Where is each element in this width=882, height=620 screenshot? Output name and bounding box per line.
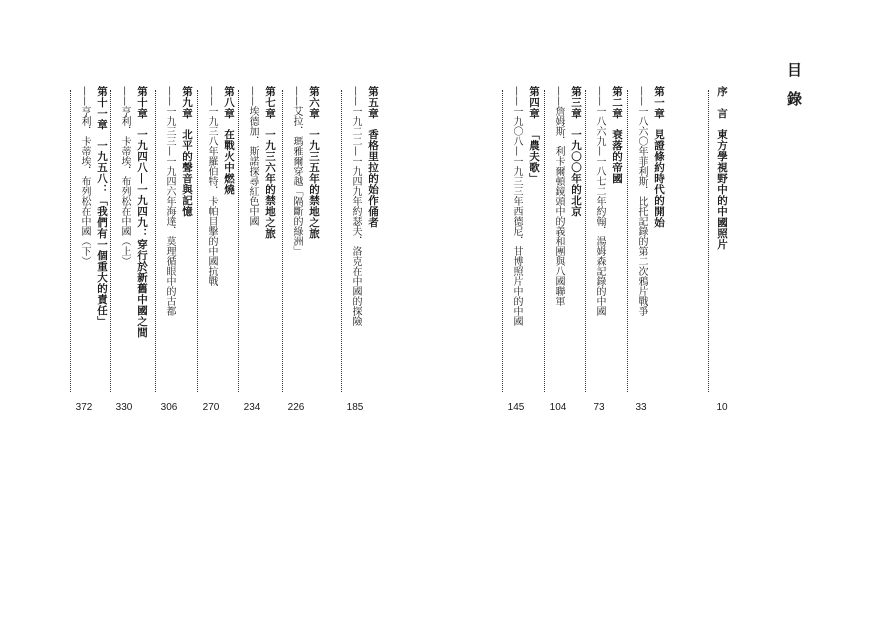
dot-leader [502, 90, 503, 392]
chapter-title: 一九五八：「我們有一個重大的責任」 [96, 140, 108, 327]
chapter-label: 第九章 [181, 86, 193, 119]
chapter-subtitle: ——一八六〇年菲利斯．比托記錄的第二次鴉片戰爭 [636, 86, 647, 316]
toc-entry[interactable] [497, 86, 557, 416]
chapter-heading-column [263, 86, 277, 392]
chapter-title: 香格里拉的始作俑者 [367, 129, 379, 228]
dot-leader [708, 90, 709, 392]
chapter-subtitle: ——一九三八年羅伯特．卡帕目擊的中國抗戰 [206, 86, 217, 286]
toc-entry[interactable] [65, 86, 125, 416]
page-number: 226 [287, 402, 305, 413]
chapter-heading-column [222, 86, 236, 392]
chapter-label: 第六章 [308, 86, 320, 119]
chapter-label: 第十章 [136, 86, 148, 119]
toc-title: 目錄 [785, 62, 803, 120]
page-number: 10 [716, 402, 728, 413]
chapter-title: 一九三六年的禁地之旅 [264, 129, 276, 239]
chapter-heading-column [610, 86, 624, 392]
chapter-label: 第七章 [264, 86, 276, 119]
chapter-label: 序 言 [716, 86, 728, 119]
dot-leader [70, 90, 71, 392]
chapter-title: 在戰火中燃燒 [223, 129, 235, 195]
chapter-heading-column [135, 86, 149, 392]
toc-entry[interactable] [685, 86, 745, 416]
chapter-title: 東方學視野中的中國照片 [716, 129, 728, 250]
page-number: 330 [115, 402, 133, 413]
chapter-subtitle: ——一九二二—一九四九年約瑟夫．洛克在中國的探險 [350, 86, 361, 326]
chapter-heading-column [307, 86, 321, 392]
chapter-label: 第一章 [653, 86, 665, 119]
chapter-label: 第二章 [611, 86, 623, 119]
chapter-heading-column [95, 86, 109, 392]
chapter-heading-column [652, 86, 666, 392]
chapter-heading-column [180, 86, 194, 392]
chapter-title: 「農夫歌」 [528, 129, 540, 184]
chapter-title: 一九四八—一九四九：穿行於新舊中國之間 [136, 129, 148, 338]
chapter-subtitle: ——一八六九—一八七二年約翰．湯姆森記錄的中國 [594, 86, 605, 316]
dot-leader [341, 90, 342, 392]
chapter-subtitle-column [715, 86, 729, 392]
chapter-subtitle: ——亨利．卡蒂埃．布列松在中國（下） [79, 86, 90, 266]
page-number: 185 [346, 402, 364, 413]
page-number: 104 [549, 402, 567, 413]
chapter-subtitle: ——亨利．卡蒂埃．布列松在中國（上） [119, 86, 130, 266]
chapter-subtitle-column [509, 86, 523, 392]
toc-entry[interactable] [336, 86, 396, 416]
chapter-label: 第四章 [528, 86, 540, 119]
chapter-subtitle: ——一九〇八—一九三三年西德尼．甘博照片中的中國 [511, 86, 522, 326]
chapter-label: 第五章 [367, 86, 379, 119]
chapter-subtitle-column [348, 86, 362, 392]
page-number: 234 [243, 402, 261, 413]
page-number: 306 [160, 402, 178, 413]
chapter-title: 衰落的帝國 [611, 129, 623, 184]
page-number: 372 [75, 402, 93, 413]
chapter-subtitle: ——埃德加．斯諾探尋紅色中國 [247, 86, 258, 226]
chapter-label: 第十一章 [96, 86, 108, 130]
page-number: 145 [507, 402, 525, 413]
chapter-title: 一九三五年的禁地之旅 [308, 129, 320, 239]
chapter-subtitle: ——艾拉．瑪雅爾穿越「隔斷的綠洲」 [291, 86, 302, 256]
chapter-heading-column [366, 86, 380, 392]
chapter-label: 第三章 [570, 86, 582, 119]
chapter-title: 見證條約時代的開始 [653, 129, 665, 228]
chapter-heading-column [527, 86, 541, 392]
chapter-subtitle-column [77, 86, 91, 392]
page-number: 270 [202, 402, 220, 413]
chapter-subtitle: ——詹姆斯．利卡爾頓鏡頭中的義和團與八國聯軍 [553, 86, 564, 306]
chapter-heading-column [569, 86, 583, 392]
page-number: 33 [635, 402, 647, 413]
chapter-label: 第八章 [223, 86, 235, 119]
chapter-subtitle: ——一九三三—一九四六年海達．莫理循眼中的古都 [164, 86, 175, 316]
chapter-title: 一九〇〇年的北京 [570, 129, 582, 217]
page-number: 73 [593, 402, 605, 413]
chapter-title: 北平的聲音與記憶 [181, 129, 193, 217]
